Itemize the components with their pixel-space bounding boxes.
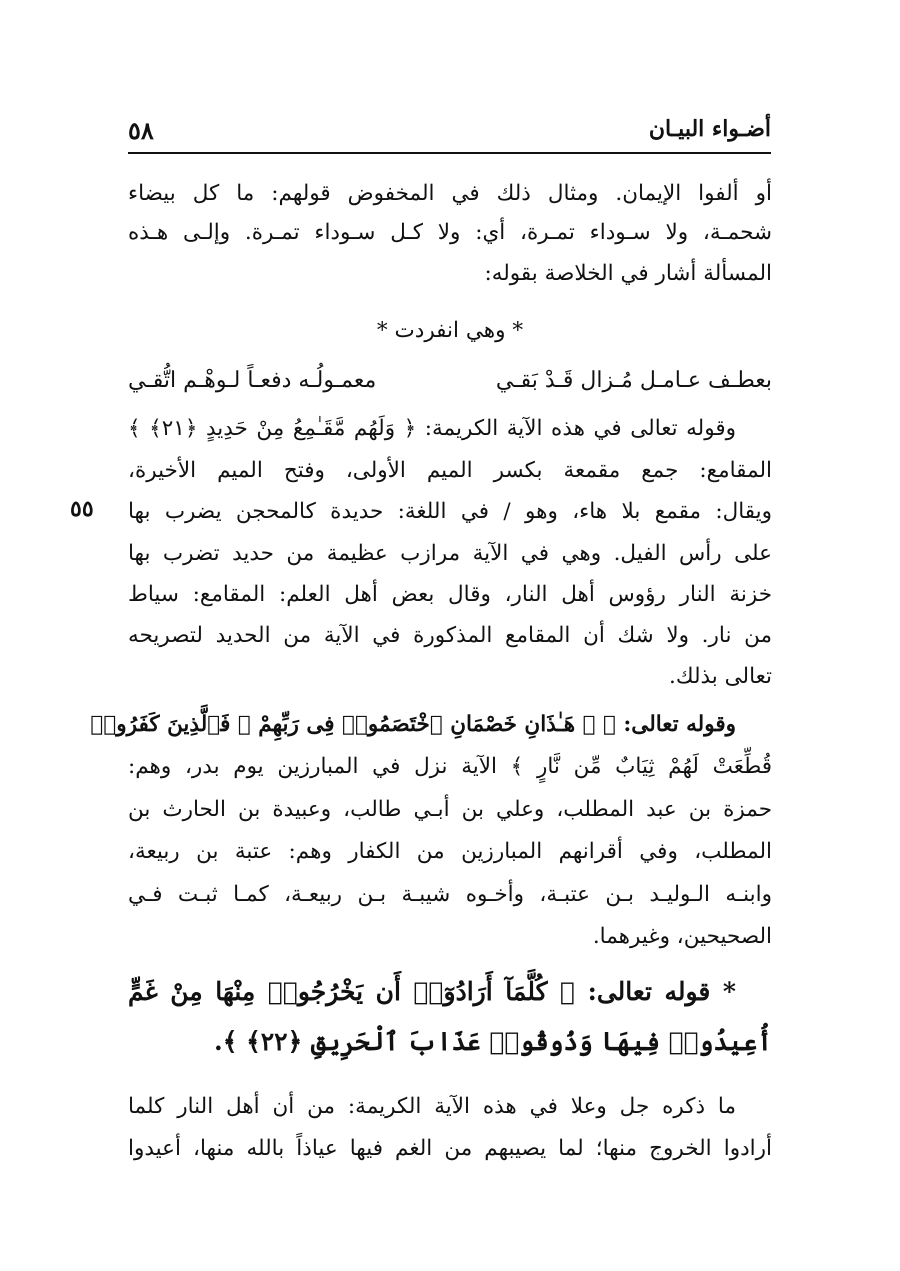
text-line: وقوله تعالى في هذه الآية الكريمة: ﴿ وَلَهُم مَّقَـٰمِعُ مِنْ حَدِيدٍ ﴿٢١﴾ ﴾ — [128, 416, 736, 441]
text-line: على رأس الفيل. وهي في الآية مرازب عظيمة من حديد تضرب بها — [128, 541, 772, 566]
book-title: أضـواء البيـان — [648, 116, 771, 142]
text-line: خزنة النار رؤوس أهل النار، وقال بعض أهل العلم: المقامع: سياط — [128, 582, 772, 607]
text-line: شحمـة، ولا سـوداء تمـرة، أي: ولا كـل سـوداء تمـرة. وإلـى هـذه — [128, 220, 772, 245]
text-line: المقامع: جمع مقمعة بكسر الميم الأولى، وفتح الميم الأخيرة، — [128, 458, 772, 483]
text-line: المطلب، وفي أقرانهم المبارزين من الكفار وهم: عتبة بن ربيعة، — [128, 839, 772, 864]
text-line: تعالى بذلك. — [669, 664, 772, 689]
text-line: وابنـه الـوليـد بـن عتبـة، وأخـوه شيبـة بـن ربيعـة، كمـا ثبـت فـي — [128, 882, 772, 907]
text-line: قُطِّعَتْ لَهُمْ ثِيَابٌ مِّن نَّارٍ ﴾ الآية نزل في المبارزين يوم بدر، وهم: — [128, 754, 772, 779]
margin-page-number: ٥٥ — [70, 496, 94, 522]
section-heading: * قوله تعالى: ﴿ كُلَّمَآ أَرَادُوٓا۟ أَن يَخْرُجُوا۟ مِنْهَا مِنْ غَمٍّ — [128, 977, 736, 1006]
text-line: المسألة أشار في الخلاصة بقوله: — [484, 261, 772, 286]
text-line: أرادوا الخروج منها؛ لما يصيبهم من الغم فيها عياذاً بالله منها، أعيدوا — [128, 1136, 772, 1161]
text-line: أو ألفوا الإيمان. ومثال ذلك في المخفوض قولهم: ما كل بيضاء — [128, 181, 772, 206]
page-number: ٥٨ — [128, 116, 154, 145]
poetry-verse-second-hemistich: معمـولُـه دفعـاً لـوهْـم اتُّقـي — [128, 368, 377, 393]
section-heading: * وهي انفردت * — [376, 318, 524, 343]
section-heading-continued: أُعِيدُوا۟ فِيهَا وَذُوقُوا۟ عَذَابَ ٱلْحَرِيقِ ﴿٢٢﴾ ﴾. — [214, 1027, 772, 1056]
text-line: ويقال: مقمع بلا هاء، وهو / في اللغة: حديدة كالمحجن يضرب بها — [128, 499, 772, 524]
text-line: وقوله تعالى: ﴿ ۞ هَـٰذَانِ خَصْمَانِ ٱخْتَصَمُوا۟ فِى رَبِّهِمْ ۖ فَٱلَّذِينَ كَفَرُوا۟ — [90, 712, 736, 737]
text-line: الصحيحين، وغيرهما. — [592, 924, 772, 949]
poetry-verse-first-hemistich: بعطـف عـامـل مُـزال قَـدْ بَقـي — [495, 368, 772, 393]
text-line: ما ذكره جل وعلا في هذه الآية الكريمة: من أن أهل النار كلما — [128, 1094, 736, 1119]
text-line: حمزة بن عبد المطلب، وعلي بن أبـي طالب، وعبيدة بن الحارث بن — [128, 797, 772, 822]
page-header — [128, 110, 771, 154]
text-line: من نار. ولا شك أن المقامع المذكورة في الآية من الحديد لتصريحه — [128, 623, 772, 648]
